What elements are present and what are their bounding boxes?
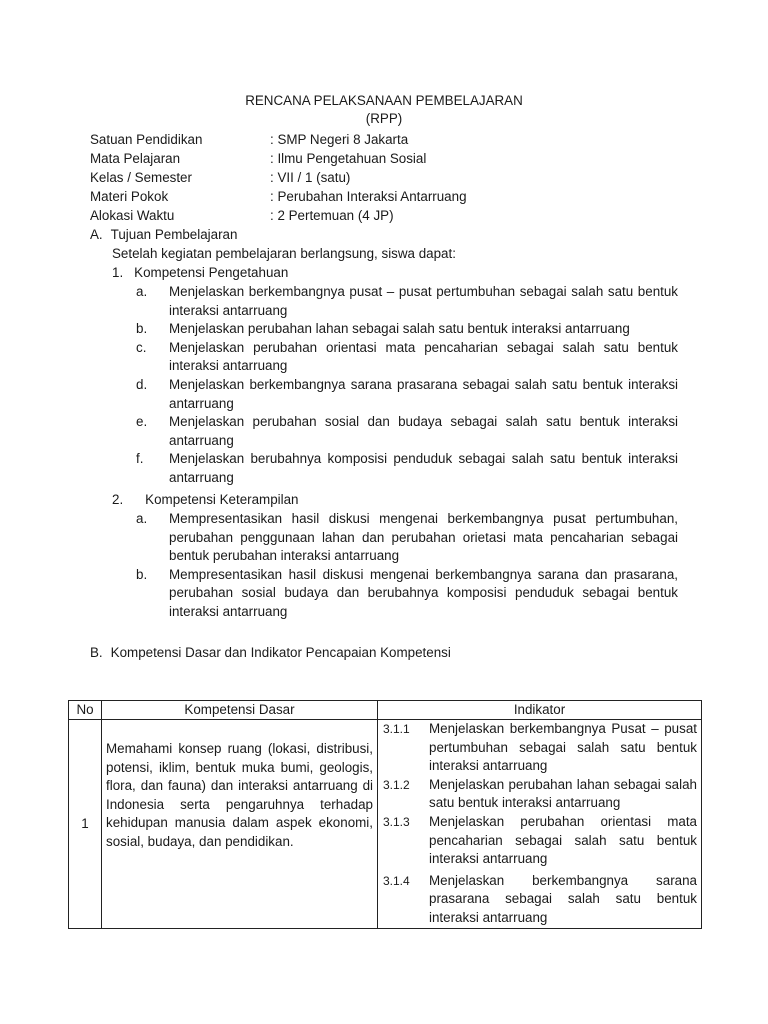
item-text: Mempresentasikan hasil diskusi mengenai berkembangnya pusat pertumbuhan, perubahan penggunaan lahan dan perubahan orietasi mata pencaharian sebagai bentuk perubahan interaksi antarruang bbox=[169, 511, 678, 564]
list-item bbox=[112, 283, 678, 320]
meta-value: : VII / 1 (satu) bbox=[270, 170, 351, 185]
meta-label: Satuan Pendidikan bbox=[90, 132, 203, 147]
column-header-kd: Kompetensi Dasar bbox=[102, 701, 378, 720]
indicator-item bbox=[382, 720, 697, 776]
column-header-no: No bbox=[69, 701, 102, 720]
item-marker: a. bbox=[136, 511, 148, 526]
item-text: Mempresentasikan hasil diskusi mengenai berkembangnya sarana dan prasarana, perubahan sosial budaya dan berubahnya komposisi penduduk sebagai bentuk interaksi antarruang bbox=[169, 566, 678, 619]
item-text: Menjelaskan perubahan sosial dan budaya sebagai salah satu bentuk interaksi antarruang bbox=[169, 414, 678, 448]
meta-row-kelas bbox=[90, 168, 467, 187]
meta-row-materi bbox=[90, 187, 467, 206]
row-number: 1 bbox=[69, 720, 102, 929]
indicator-text: Menjelaskan perubahan orientasi mata pencaharian sebagai salah satu bentuk interaksi antarruang bbox=[429, 813, 697, 867]
section-a-heading bbox=[90, 225, 237, 244]
meta-row-satuan bbox=[90, 130, 467, 149]
item-text: Menjelaskan berkembangnya sarana prasarana sebagai salah satu bentuk interaksi antarruang bbox=[169, 376, 678, 411]
identity-block bbox=[90, 130, 467, 225]
item-marker: b. bbox=[136, 566, 148, 582]
list-item bbox=[112, 376, 678, 413]
table-header-row bbox=[69, 701, 702, 720]
indicator-code: 3.1.1 bbox=[383, 722, 410, 736]
meta-row-mapel bbox=[90, 149, 467, 168]
group-marker: 1. bbox=[112, 265, 124, 280]
knowledge-objectives bbox=[112, 283, 678, 488]
meta-value: : Ilmu Pengetahuan Sosial bbox=[270, 151, 427, 166]
list-item bbox=[112, 510, 678, 566]
item-text: Menjelaskan perubahan lahan sebagai salah satu bentuk interaksi antarruang bbox=[169, 321, 630, 337]
section-marker: B. bbox=[90, 645, 103, 660]
indicator-text: Menjelaskan berkembangnya sarana prasarana sebagai salah satu bentuk interaksi antarruang bbox=[429, 872, 697, 925]
list-item bbox=[112, 413, 678, 450]
item-text: Menjelaskan berubahnya komposisi penduduk sebagai salah satu bentuk interaksi antarruang bbox=[169, 451, 678, 485]
section-a-intro: Setelah kegiatan pembelajaran berlangsung, siswa dapat: bbox=[112, 246, 456, 261]
indicator-item bbox=[382, 872, 697, 928]
section-marker: A. bbox=[90, 227, 103, 242]
kompetensi-dasar-cell: Memahami konsep ruang (lokasi, distribusi, potensi, iklim, bentuk muka bumi, geologis, flora, dan fauna) dan interaksi antarruang di Indonesia serta pengaruhnya terhadap kehidupan manusia dalam aspek ekonomi, sosial, budaya, dan pendidikan. bbox=[102, 720, 378, 929]
group1-heading bbox=[112, 263, 288, 282]
meta-label: Kelas / Semester bbox=[90, 170, 192, 185]
document-subtitle: (RPP) bbox=[365, 111, 403, 126]
list-item bbox=[112, 450, 678, 487]
item-text: Menjelaskan berkembangnya pusat – pusat pertumbuhan sebagai salah satu bentuk interaksi antarruang bbox=[169, 284, 678, 318]
indikator-cell bbox=[378, 720, 702, 929]
competency-table bbox=[68, 700, 702, 929]
item-marker: c. bbox=[136, 339, 147, 355]
group2-heading bbox=[112, 490, 299, 509]
meta-row-alokasi bbox=[90, 206, 467, 225]
meta-label: Mata Pelajaran bbox=[90, 151, 181, 166]
meta-value: : Perubahan Interaksi Antarruang bbox=[270, 189, 467, 204]
meta-value: : 2 Pertemuan (4 JP) bbox=[270, 208, 394, 223]
table-row bbox=[69, 720, 702, 929]
item-marker: e. bbox=[136, 414, 148, 430]
meta-value: : SMP Negeri 8 Jakarta bbox=[270, 132, 409, 147]
item-marker: a. bbox=[136, 284, 148, 299]
list-item bbox=[112, 566, 678, 622]
document-title: RENCANA PELAKSANAAN PEMBELAJARAN bbox=[245, 93, 523, 108]
indicator-item bbox=[382, 813, 697, 869]
indicator-text: Menjelaskan perubahan lahan sebagai salah satu bentuk interaksi antarruang bbox=[429, 776, 697, 811]
indicator-code: 3.1.3 bbox=[383, 814, 410, 829]
group-title: Kompetensi Pengetahuan bbox=[134, 265, 289, 280]
item-marker: d. bbox=[136, 376, 148, 392]
meta-label: Alokasi Waktu bbox=[90, 208, 175, 223]
group-marker: 2. bbox=[112, 492, 124, 507]
indicator-item bbox=[382, 776, 697, 813]
section-b-heading bbox=[90, 643, 451, 662]
list-item bbox=[112, 339, 678, 376]
indicator-text: Menjelaskan berkembangnya Pusat – pusat pertumbuhan sebagai salah satu bentuk interaksi antarruang bbox=[429, 721, 697, 774]
indicator-code: 3.1.4 bbox=[383, 873, 410, 888]
indicator-code: 3.1.2 bbox=[383, 777, 410, 792]
item-text: Menjelaskan perubahan orientasi mata pencaharian sebagai salah satu bentuk interaksi antarruang bbox=[169, 339, 678, 374]
list-item bbox=[112, 320, 678, 339]
column-header-indikator: Indikator bbox=[378, 701, 702, 720]
section-title: Kompetensi Dasar dan Indikator Pencapaian Kompetensi bbox=[110, 645, 451, 660]
group-title: Kompetensi Keterampilan bbox=[145, 492, 299, 507]
item-marker: f. bbox=[136, 451, 144, 467]
meta-label: Materi Pokok bbox=[90, 189, 169, 204]
item-marker: b. bbox=[136, 321, 148, 337]
section-title: Tujuan Pembelajaran bbox=[110, 227, 238, 242]
skill-objectives bbox=[112, 510, 678, 622]
